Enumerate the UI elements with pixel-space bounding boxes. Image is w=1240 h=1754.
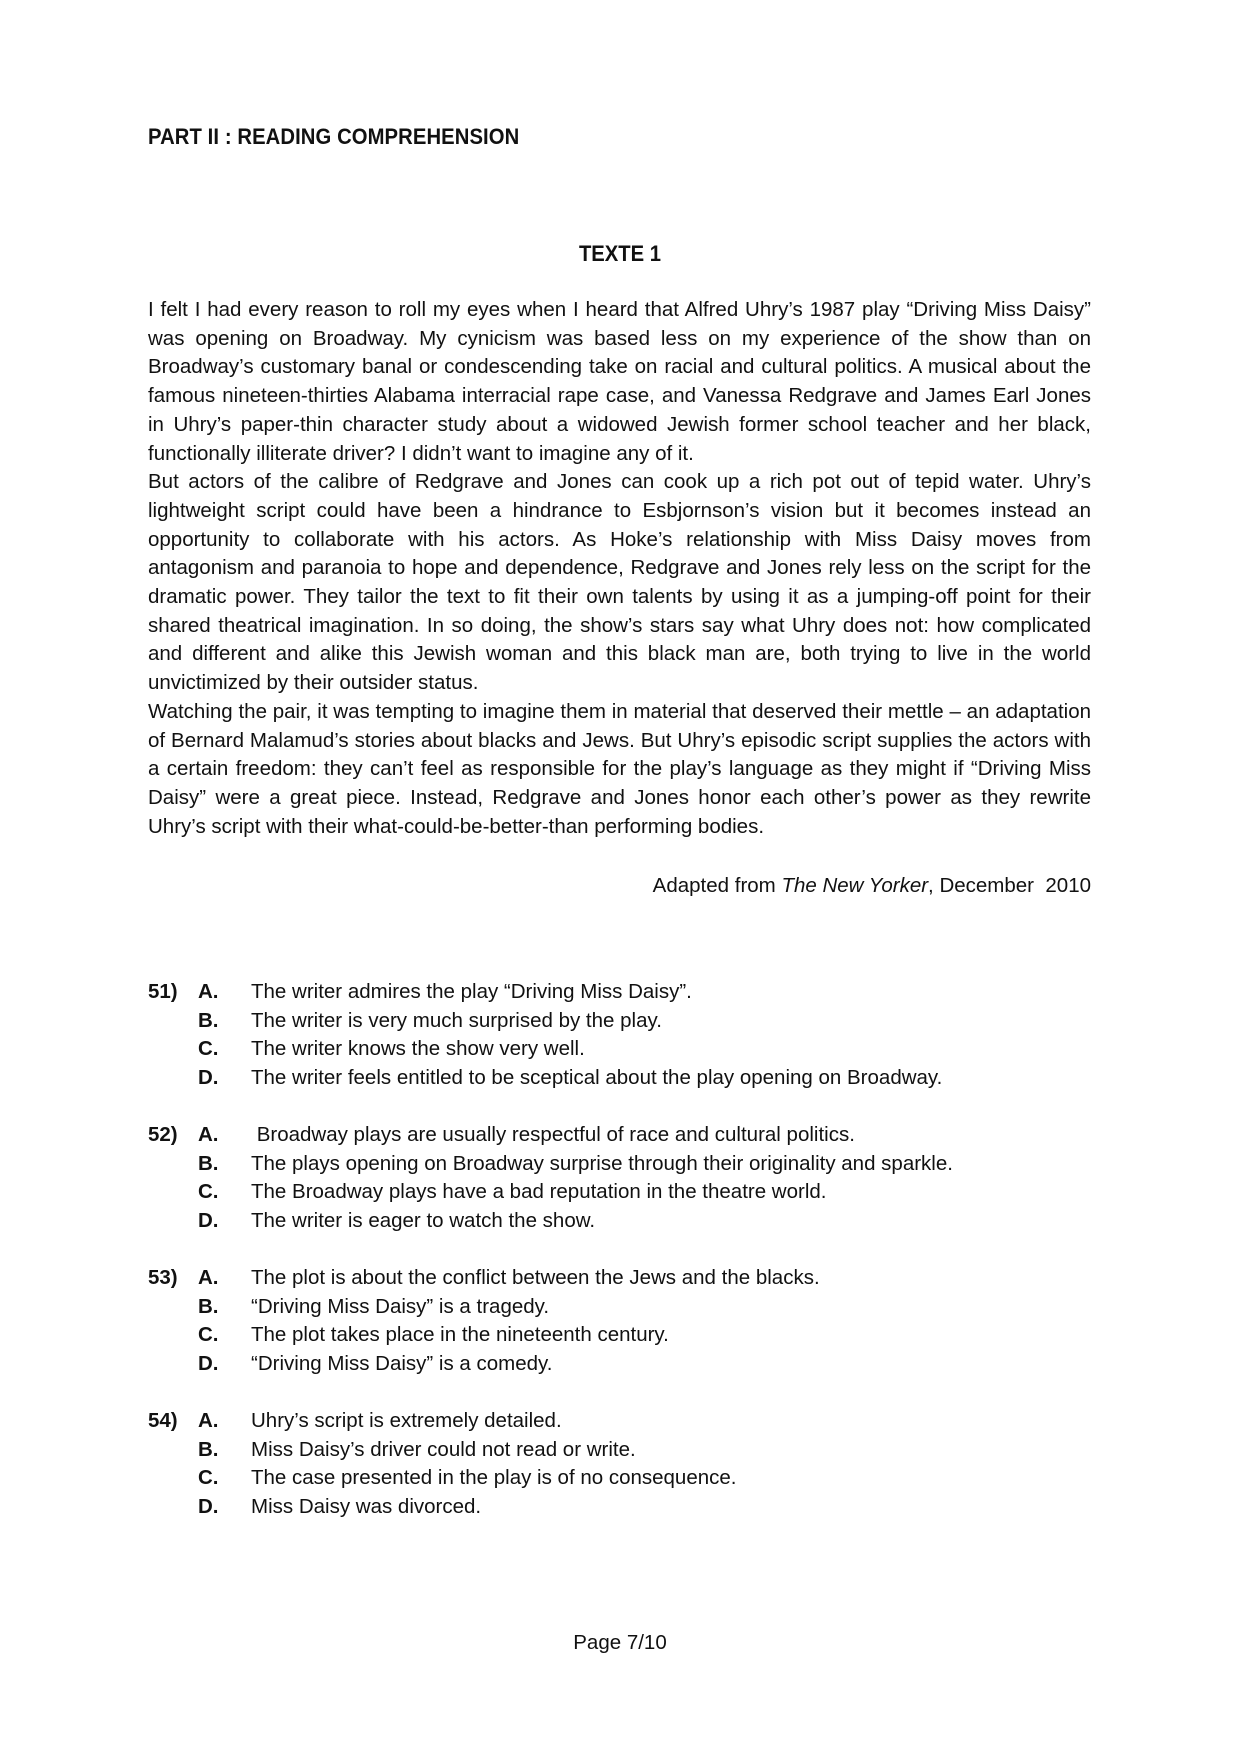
option-b — [198, 1293, 549, 1322]
page-number: Page 7/10 — [573, 1631, 667, 1654]
option-text: Miss Daisy was divorced. — [251, 1495, 482, 1519]
option-c — [198, 1178, 827, 1207]
option-text: Uhry’s script is extremely detailed. — [251, 1409, 562, 1432]
option-text: The writer feels entitled to be sceptical about the play opening on Broadway. — [251, 1066, 943, 1090]
option-letter: A. — [198, 1266, 219, 1289]
option-a — [198, 1264, 820, 1293]
source-publication: The New Yorker — [781, 874, 929, 897]
option-text: The plot takes place in the nineteenth century. — [251, 1323, 669, 1347]
option-c — [198, 1321, 669, 1350]
option-letter: D. — [198, 1066, 219, 1090]
option-text: The writer admires the play “Driving Miss Daisy”. — [251, 980, 692, 1003]
option-letter: B. — [198, 1294, 219, 1318]
option-text: The writer knows the show very well. — [251, 1037, 585, 1061]
reading-passage — [148, 296, 1091, 841]
passage-paragraph-1: I felt I had every reason to roll my eyes when I heard that Alfred Uhry’s 1987 play “Driving Miss Daisy” was opening on Broadway. My cynicism was based less on my experience of the show than on Broadway’s customary banal or condescending take on racial and cultural politics. A musical about the famous nineteen-thirties Alabama interracial rape case, and Vanessa Redgrave and James Earl Jones in Uhry’s paper-thin character study about a widowed Jewish former school teacher and her black, functionally illiterate driver? I didn’t want to imagine any of it. — [148, 298, 1091, 465]
question-number: 52) — [148, 1123, 178, 1146]
option-c — [198, 1464, 736, 1493]
option-text: The plays opening on Broadway surprise through their originality and sparkle. — [251, 1151, 953, 1175]
option-letter: C. — [198, 1180, 219, 1204]
option-letter: C. — [198, 1323, 219, 1347]
option-letter: D. — [198, 1495, 219, 1519]
passage-paragraph-3: Watching the pair, it was tempting to imagine them in material that deserved their mettle – an adaptation of Bernard Malamud’s stories about blacks and Jews. But Uhry’s episodic script supplies the actors with a certain freedom: they can’t feel as responsible for the play’s language as they might if “Driving Miss Daisy” were a great piece. Instead, Redgrave and Jones honor each other’s power as they rewrite Uhry’s script with their what-could-be-better-than performing bodies. — [148, 699, 1091, 838]
option-letter: A. — [198, 1123, 219, 1146]
option-letter: B. — [198, 1437, 219, 1461]
option-a — [198, 978, 692, 1007]
option-text: Miss Daisy’s driver could not read or write. — [251, 1437, 636, 1461]
option-letter: C. — [198, 1466, 219, 1490]
option-letter: A. — [198, 1409, 219, 1432]
option-b — [198, 1436, 636, 1465]
option-text: The writer is eager to watch the show. — [251, 1209, 596, 1233]
option-letter: C. — [198, 1037, 219, 1061]
source-prefix: Adapted from — [652, 874, 782, 897]
option-text: The plot is about the conflict between the Jews and the blacks. — [251, 1266, 820, 1289]
option-d — [198, 1207, 595, 1236]
option-letter: B. — [198, 1151, 219, 1175]
option-d — [198, 1493, 481, 1522]
text-title: TEXTE 1 — [578, 241, 662, 266]
source-citation — [653, 874, 1091, 898]
option-letter: D. — [198, 1352, 219, 1376]
option-text: “Driving Miss Daisy” is a tragedy. — [251, 1294, 550, 1318]
option-b — [198, 1007, 662, 1036]
option-d — [198, 1064, 942, 1093]
option-text: The Broadway plays have a bad reputation in the theatre world. — [251, 1180, 827, 1204]
option-letter: D. — [198, 1209, 219, 1233]
option-c — [198, 1035, 585, 1064]
option-text: “Driving Miss Daisy” is a comedy. — [251, 1352, 553, 1376]
option-d — [198, 1350, 552, 1379]
question-number: 51) — [148, 980, 178, 1003]
question-number: 54) — [148, 1409, 178, 1432]
option-text: The case presented in the play is of no consequence. — [251, 1466, 737, 1490]
option-letter: B. — [198, 1008, 219, 1032]
source-date: , December 2010 — [928, 874, 1091, 897]
option-b — [198, 1150, 953, 1179]
option-a — [198, 1121, 855, 1150]
option-letter: A. — [198, 980, 219, 1003]
question-number: 53) — [148, 1266, 178, 1289]
part-title: PART II : READING COMPREHENSION — [148, 124, 520, 149]
passage-paragraph-2: But actors of the calibre of Redgrave and Jones can cook up a rich pot out of tepid water. Uhry’s lightweight script could have been a hindrance to Esbjornson’s vision but it becomes instead an opportunity to collaborate with his actors. As Hoke’s relationship with Miss Daisy moves from antagonism and paranoia to hope and dependence, Redgrave and Jones rely less on the script for the dramatic power. They tailor the text to fit their own talents by using it as a jumping-off point for their shared theatrical imagination. In so doing, the show’s stars say what Uhry does not: how complicated and different and alike this Jewish woman and this black man are, both trying to live in the world unvictimized by their outsider status. — [148, 470, 1091, 695]
option-a — [198, 1407, 562, 1436]
option-text: Broadway plays are usually respectful of race and cultural politics. — [251, 1123, 855, 1146]
option-text: The writer is very much surprised by the play. — [251, 1008, 662, 1032]
